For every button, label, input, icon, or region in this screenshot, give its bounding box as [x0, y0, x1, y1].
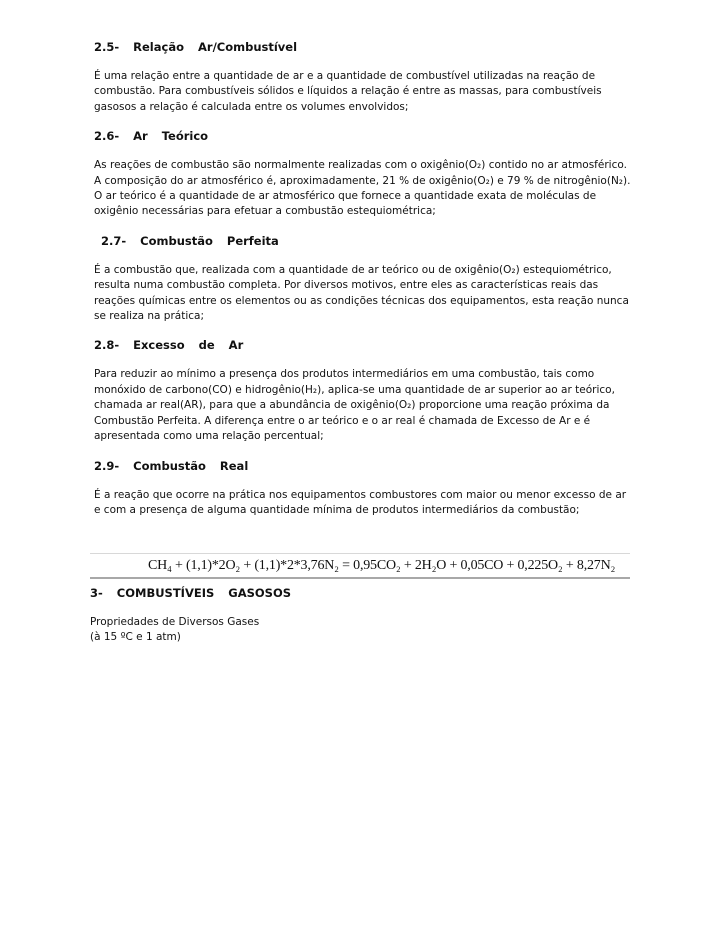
section-2-7: [94, 234, 634, 325]
section-heading: 2.9- Combustão Real: [94, 458, 249, 473]
section-paragraph: É a combustão que, realizada com a quantidade de ar teórico ou de oxigênio(O₂) estequiométrico, resulta numa combustão completa. Por diversos motivos, entre eles as características reais das reações químicas entre os elementos ou as condições técnicas dos equipamentos, esta reação nunca se realiza na prática;: [94, 263, 629, 323]
section-3: [90, 586, 630, 646]
section-2-9: [94, 459, 634, 519]
combustion-equation: CH₄ + (1,1)*2O₂ + (1,1)*2*3,76N₂ = 0,95CO₂ + 2H₂O + 0,05CO + 0,225O₂ + 8,27N₂: [148, 557, 616, 573]
section-heading: 2.7- Combustão Perfeita: [94, 233, 279, 248]
section-paragraph: As reações de combustão são normalmente realizadas com o oxigênio(O₂) contido no ar atmosférico. A composição do ar atmosférico é, aproximadamente, 21 % de oxigênio(O₂) e 79 % de nitrogênio(N₂). O ar teórico é a quantidade de ar atmosférico que fornece a quantidade exata de moléculas de oxigênio necessárias para efetuar a combustão estequiométrica;: [94, 159, 631, 218]
section-paragraph: É uma relação entre a quantidade de ar e a quantidade de combustível utilizadas na reação de combustão. Para combustíveis sólidos e líquidos a relação é entre as massas, para combustíveis gasosos a relação é calculada entre os volumes envolvidos;: [94, 70, 602, 113]
section-2-5: [94, 40, 634, 115]
section-heading: 2.6- Ar Teórico: [94, 129, 209, 144]
table-caption-line: Propriedades de Diversos Gases: [90, 616, 260, 628]
section-2-6: [94, 129, 634, 220]
section-paragraph: É a reação que ocorre na prática nos equipamentos combustores com maior ou menor excesso de ar e com a presença de alguma quantidade mínima de produtos intermediários da combustão;: [94, 488, 627, 516]
document-page: [94, 40, 634, 532]
section-paragraph: Para reduzir ao mínimo a presença dos produtos intermediários em uma combustão, tais como monóxido de carbono(CO) e hidrogênio(H₂), aplica-se uma quantidade de ar superior ao ar teórico, chamada ar real(AR), para que a abundância de oxigênio(O₂) proporcione uma reação próxima da Combustão Perfeita. A diferença entre o ar teórico e o ar real é chamada de Excesso de Ar e é apresentada como uma relação percentual;: [94, 368, 615, 443]
table-caption-line: (à 15 ºC e 1 atm): [90, 631, 181, 644]
table-caption: [90, 615, 630, 646]
section-heading: 3- COMBUSTÍVEIS GASOSOS: [90, 586, 292, 600]
section-heading: 2.8- Excesso de Ar: [94, 338, 244, 353]
section-2-8: [94, 338, 634, 444]
equation-box: [90, 553, 630, 579]
section-heading: 2.5- Relação Ar/Combustível: [94, 40, 298, 54]
